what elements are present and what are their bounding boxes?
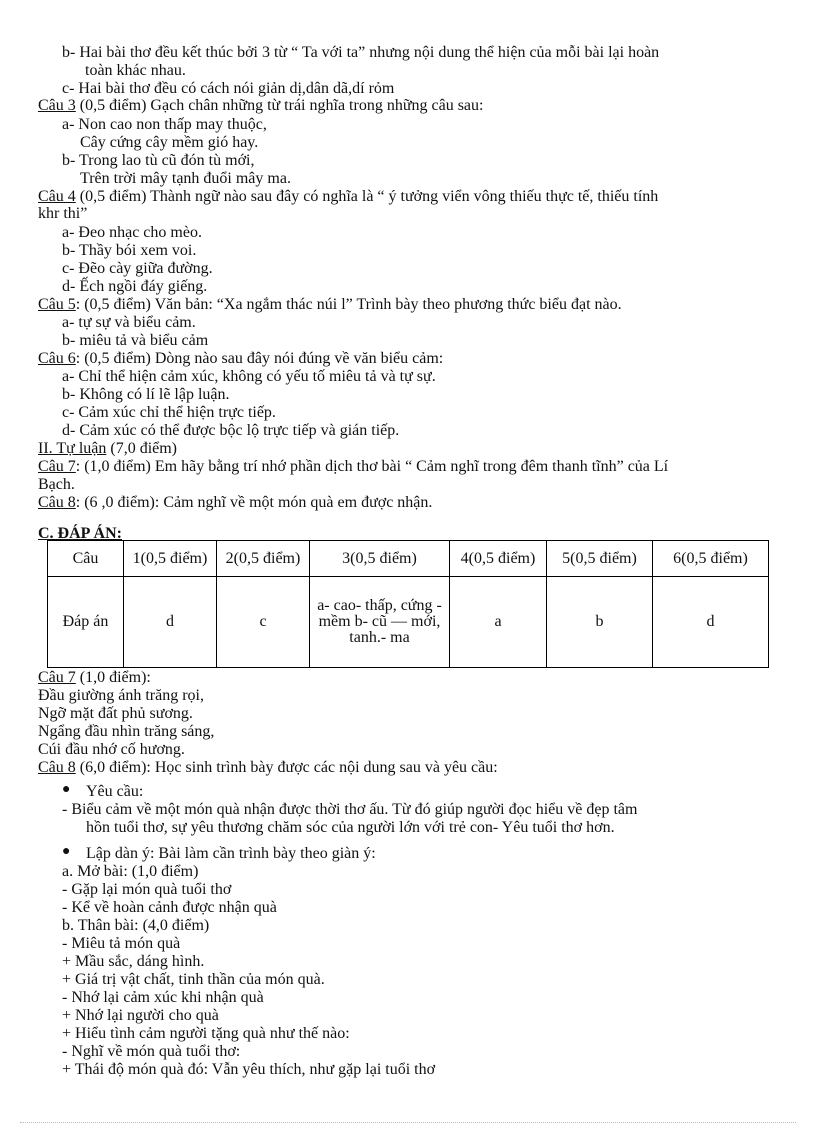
bullet-icon: ● [62, 782, 71, 797]
answer-table-row [48, 577, 769, 668]
text-line [62, 801, 637, 819]
text-line [38, 296, 622, 314]
text-line [62, 971, 325, 989]
text-line [62, 881, 231, 899]
line-text: (6,0 điểm): Học sinh trình bày được các nội dung sau và yêu cầu: [75, 759, 498, 776]
text-line [86, 819, 615, 837]
line-text: Ngỡ mặt đất phủ sương. [38, 705, 193, 722]
text-line [62, 260, 213, 278]
question-label: Câu 6 [38, 350, 76, 367]
line-text: - Gặp lại món quà tuổi thơ [62, 881, 232, 898]
header-cell: 1(0,5 điểm) [124, 541, 217, 577]
header-cell: Câu [48, 541, 124, 577]
row-label: Đáp án [48, 577, 124, 668]
line-text: Cúi đầu nhớ cố hương. [38, 741, 185, 758]
line-text: a- Chỉ thể hiện cảm xúc, không có yếu tố miêu tả và tự sự. [62, 368, 436, 385]
text-line [62, 80, 394, 98]
text-line [62, 404, 276, 422]
text-line [38, 494, 432, 512]
text-line [62, 314, 196, 332]
text-line [62, 953, 204, 971]
text-line [38, 97, 483, 115]
text-line [62, 1061, 435, 1079]
line-text: a- tự sự và biểu cảm. [62, 314, 196, 331]
text-line [62, 368, 436, 386]
answer-cell: a- cao- thấp, cứng -mềm b- cũ — mới, tanh.- ma [310, 577, 450, 668]
line-text: b- Hai bài thơ đều kết thúc bởi 3 từ “ Ta với ta” nhưng nội dung thể hiện của mỗi bài lại hoàn [62, 44, 660, 61]
answer-cell: a [450, 577, 547, 668]
text-line [38, 687, 204, 705]
text-line [62, 152, 254, 170]
line-text: a- Non cao non thấp may thuộc, [62, 116, 267, 133]
line-text: khr thi” [38, 205, 88, 222]
text-line [38, 759, 498, 777]
line-text: hồn tuổi thơ, sự yêu thương chăm sóc của người lớn với trẻ con- Yêu tuổi thơ hơn. [86, 819, 615, 836]
text-line [62, 386, 230, 404]
line-text: d- Cảm xúc có thể được bộc lộ trực tiếp và gián tiếp. [62, 422, 400, 439]
line-text: b- Thầy bói xem voi. [62, 242, 197, 259]
question-label: Câu 5 [38, 296, 76, 313]
text-line [62, 1025, 350, 1043]
text-line [38, 723, 214, 741]
line-text: - Nhớ lại cảm xúc khi nhận quà [62, 989, 264, 1006]
line-text: (0,5 điểm) Thành ngữ nào sau đây có nghĩa là “ ý tưởng viển vông thiếu thực tế, thiếu tính [75, 188, 659, 205]
line-text: : (1,0 điểm) Em hãy bằng trí nhớ phần dịch thơ bài “ Cảm nghĩ trong đêm thanh tĩnh” của Lí [75, 458, 669, 475]
text-line [62, 844, 376, 863]
text-line [62, 422, 399, 440]
question-label: Câu 8 [38, 759, 76, 776]
line-text: + Nhớ lại người cho quà [62, 1007, 219, 1024]
header-cell: 3(0,5 điểm) [310, 541, 450, 577]
question-label: C. ĐÁP ÁN: [38, 525, 122, 542]
text-line [62, 278, 207, 296]
answer-table [47, 540, 769, 668]
line-text: Yêu cầu: [86, 783, 144, 800]
question-label: Câu 4 [38, 188, 76, 205]
answer-cell: d [124, 577, 217, 668]
answer-cell: c [217, 577, 310, 668]
text-line [62, 917, 209, 935]
question-label: Câu 7 [38, 458, 76, 475]
line-text: : (0,5 điểm) Dòng nào sau đây nói đúng về văn biểu cảm: [75, 350, 444, 367]
question-label: Câu 3 [38, 97, 76, 114]
line-text: c- Cảm xúc chỉ thể hiện trực tiếp. [62, 404, 276, 421]
text-line [38, 188, 658, 206]
line-text: b- Không có lí lẽ lập luận. [62, 386, 230, 403]
text-line [38, 476, 75, 494]
header-cell: 2(0,5 điểm) [217, 541, 310, 577]
text-line [38, 350, 443, 368]
line-text: + Mầu sắc, dáng hình. [62, 953, 205, 970]
line-text: Lập dàn ý: Bài làm cần trình bày theo giàn ý: [86, 845, 376, 862]
line-text: + Hiểu tình cảm người tặng quà như thế nào: [62, 1025, 350, 1042]
text-line [62, 1007, 219, 1025]
line-text: c- Đẽo cày giữa đường. [62, 260, 213, 277]
text-line [62, 242, 196, 260]
line-text: b- Trong lao tù cũ đón tù mới, [62, 152, 255, 169]
line-text: - Miêu tả món quà [62, 935, 181, 952]
text-line [80, 134, 258, 152]
bullet-icon: ● [62, 844, 71, 859]
text-line [62, 116, 267, 134]
line-text: Trên trời mây tạnh đuổi mây ma. [80, 170, 291, 187]
text-line [38, 741, 185, 759]
line-text: : (6 ,0 điểm): Cảm nghĩ về một món quà em được nhận. [75, 494, 433, 511]
line-text: (1,0 điểm): [75, 669, 151, 686]
text-line [62, 782, 144, 801]
text-line [62, 935, 180, 953]
line-text: a- Đeo nhạc cho mèo. [62, 224, 202, 241]
line-text: Cây cứng cây mềm gió hay. [80, 134, 259, 151]
line-text: + Thái độ món quà đó: Vẫn yêu thích, như gặp lại tuổi thơ [62, 1061, 436, 1078]
line-text: c- Hai bài thơ đều có cách nói giản dị,dân dã,dí rỏm [62, 80, 395, 97]
line-text: : (0,5 điểm) Văn bản: “Xa ngắm thác núi l” Trình bày theo phương thức biểu đạt nào. [75, 296, 622, 313]
line-text: Ngẩng đầu nhìn trăng sáng, [38, 723, 215, 740]
answer-table-header [48, 541, 769, 577]
line-text: b. Thân bài: (4,0 điểm) [62, 917, 210, 934]
text-line [62, 332, 208, 350]
line-text: - Nghĩ về món quà tuổi thơ: [62, 1043, 241, 1060]
line-text: a. Mở bài: (1,0 điểm) [62, 863, 199, 880]
header-cell: 6(0,5 điểm) [653, 541, 769, 577]
text-line [85, 62, 186, 80]
line-text: Đầu giường ánh trăng rọi, [38, 687, 204, 704]
text-line [80, 170, 291, 188]
question-label: II. Tự luận [38, 440, 107, 457]
line-text: (0,5 điểm) Gạch chân những từ trái nghĩa trong những câu sau: [75, 97, 484, 114]
text-line [38, 705, 193, 723]
line-text: b- miêu tả và biểu cảm [62, 332, 209, 349]
question-label: Câu 8 [38, 494, 76, 511]
line-text: Bạch. [38, 476, 75, 493]
answer-cell: d [653, 577, 769, 668]
line-text: d- Ếch ngồi đáy giếng. [62, 278, 208, 295]
header-cell: 4(0,5 điểm) [450, 541, 547, 577]
text-line [62, 224, 202, 242]
text-line [38, 440, 177, 458]
question-label: Câu 7 [38, 669, 76, 686]
line-text: - Biểu cảm về một món quà nhận được thời thơ ấu. Từ đó giúp người đọc hiểu về đẹp tâm [62, 801, 638, 818]
answer-cell: b [547, 577, 653, 668]
text-line [38, 669, 151, 687]
text-line [62, 863, 198, 881]
line-text: - Kể về hoàn cảnh được nhận quà [62, 899, 277, 916]
text-line [38, 205, 87, 223]
line-text: (7,0 điểm) [106, 440, 178, 457]
text-line [62, 899, 277, 917]
text-line [38, 458, 668, 476]
text-line [62, 1043, 240, 1061]
text-line [62, 44, 659, 62]
header-cell: 5(0,5 điểm) [547, 541, 653, 577]
line-text: toàn khác nhau. [85, 62, 186, 79]
line-text: + Giá trị vật chất, tinh thần của món quà. [62, 971, 325, 988]
text-line [62, 989, 264, 1007]
